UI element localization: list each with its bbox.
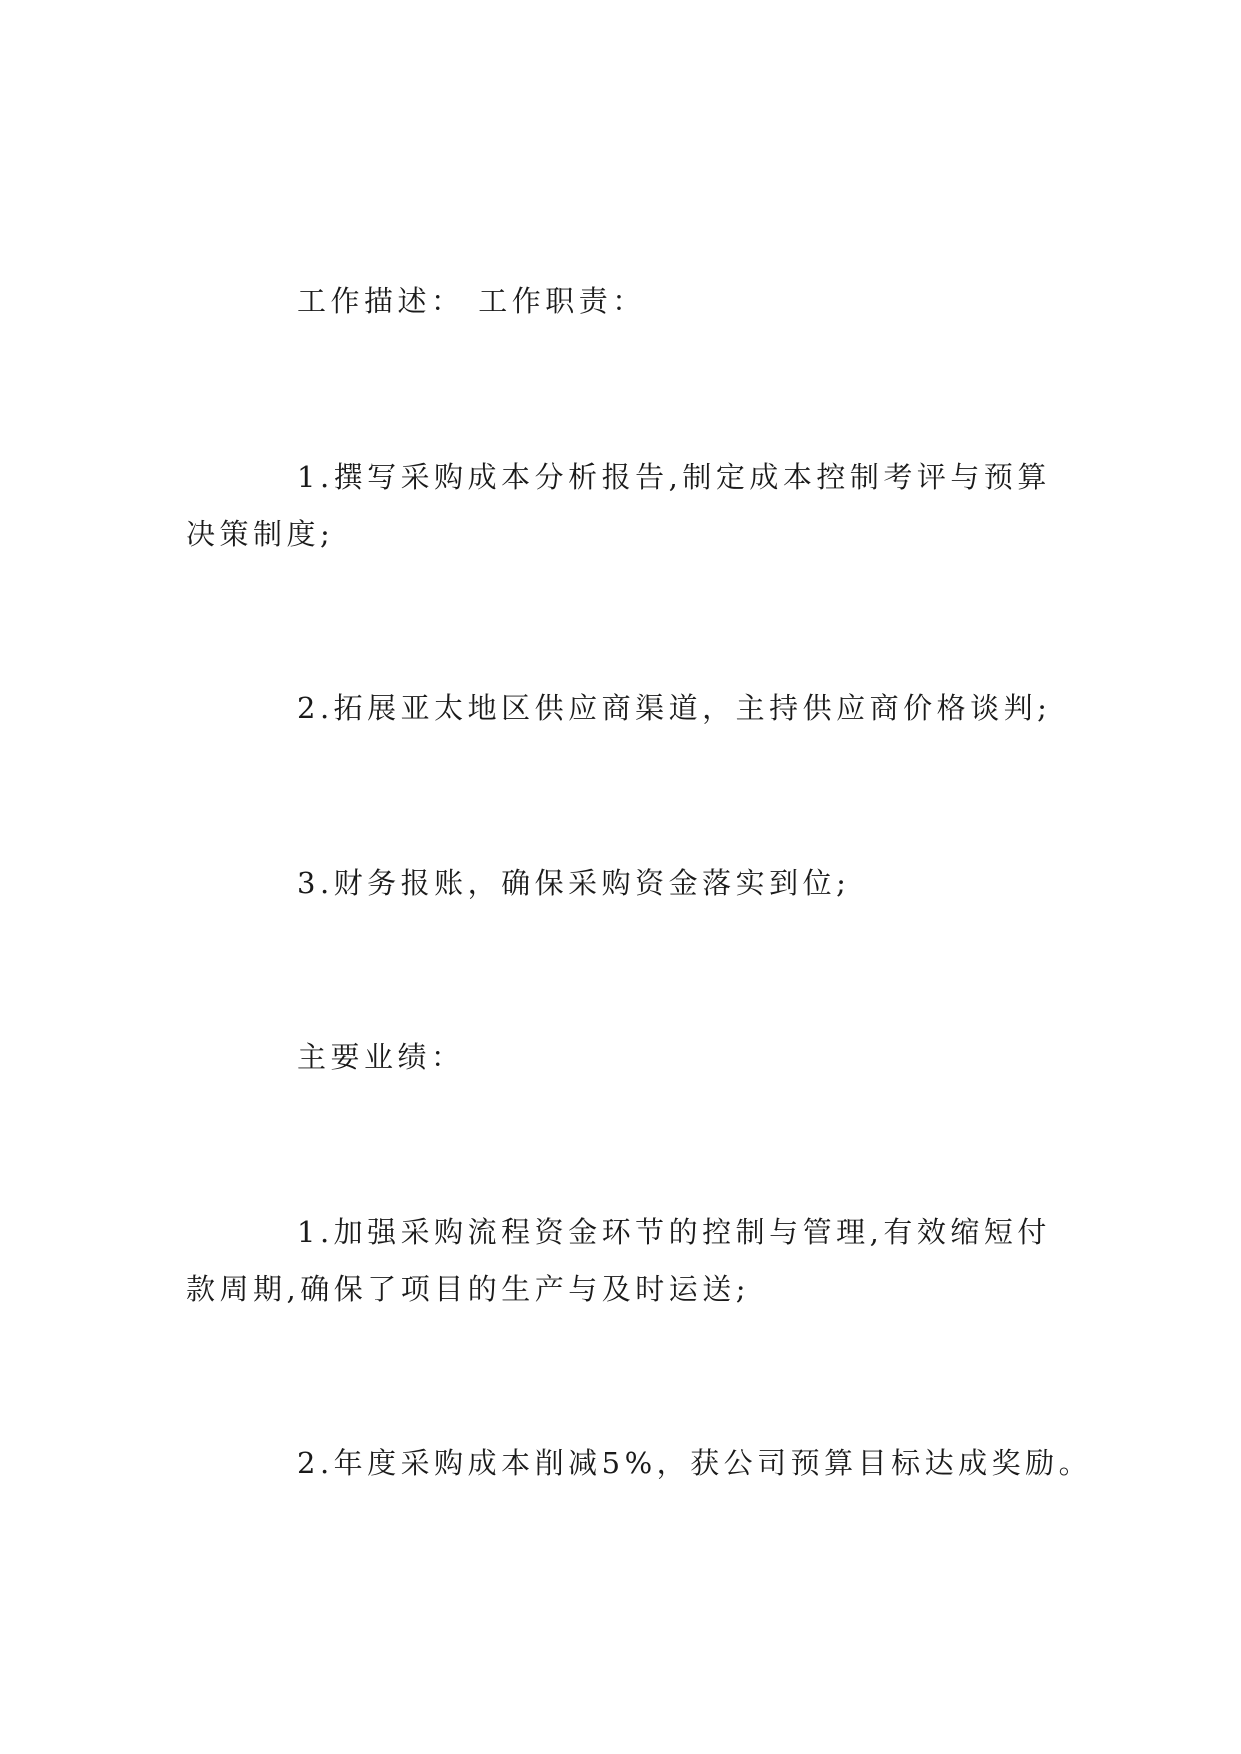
- achievement-1-line-2: 款周期,确保了项目的生产与及时运送;: [186, 1272, 750, 1306]
- duty-3: 3.财务报账，确保采购资金落实到位;: [297, 866, 851, 900]
- achievement-2: 2.年度采购成本削减5%，获公司预算目标达成奖励。: [297, 1446, 1093, 1480]
- achievement-1-line-1: 1.加强采购流程资金环节的控制与管理,有效缩短付: [297, 1215, 1051, 1249]
- duty-2: 2.拓展亚太地区供应商渠道，主持供应商价格谈判;: [297, 691, 1052, 725]
- job-description-heading: 工作描述： 工作职责：: [297, 284, 646, 318]
- duty-1-line-1: 1.撰写采购成本分析报告,制定成本控制考评与预算: [297, 460, 1051, 494]
- duty-1-line-2: 决策制度;: [186, 517, 335, 551]
- achievements-heading: 主要业绩：: [297, 1040, 465, 1074]
